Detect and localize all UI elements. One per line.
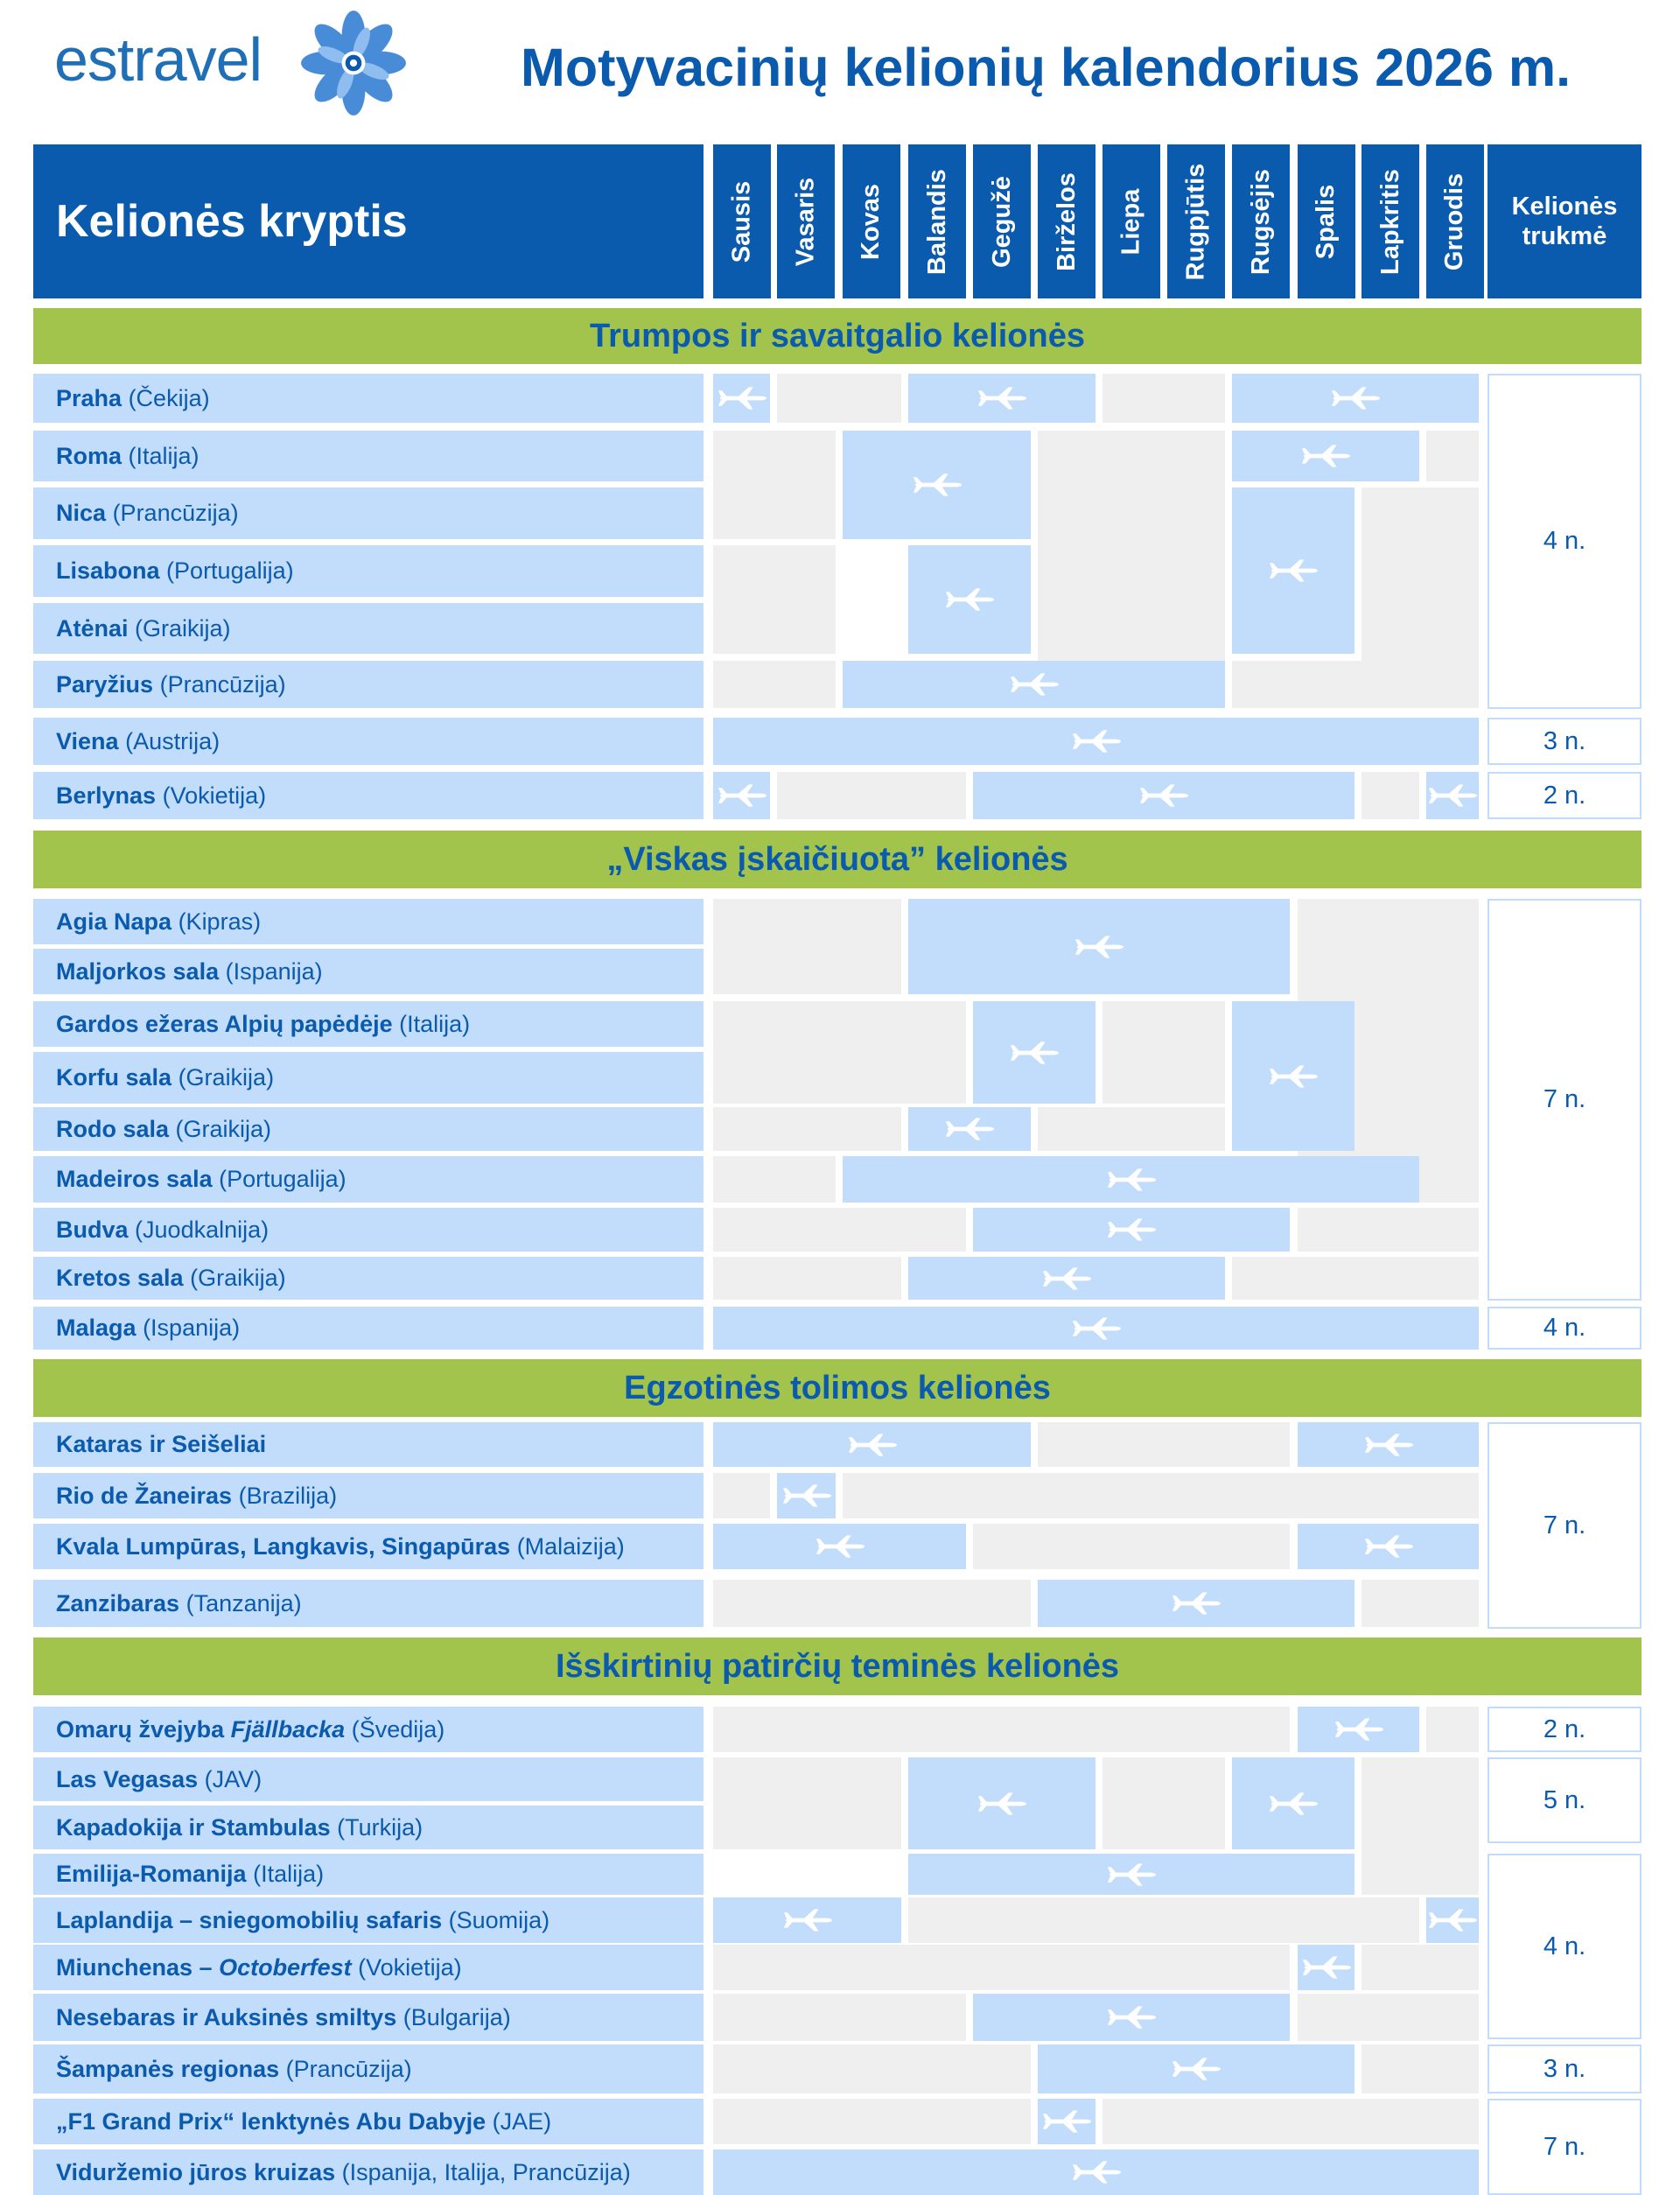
section-exotic: Egzotinės tolimos kelionės (33, 1359, 1642, 1417)
destination-country: (Malaizija) (516, 1532, 625, 1560)
travel-period (973, 1001, 1096, 1104)
destination-name: Budva (56, 1216, 129, 1243)
destination-row (33, 1107, 704, 1151)
empty-period (713, 1757, 901, 1849)
destination-row (33, 1422, 704, 1467)
airplane-icon (1427, 782, 1478, 809)
destination-name-italic: Octoberfest (219, 1953, 352, 1981)
travel-period (713, 374, 770, 423)
empty-period (843, 1473, 1479, 1518)
destination-name: Roma (56, 442, 122, 469)
travel-period (713, 1897, 901, 1943)
section-thematic: Išskirtinių patirčių teminės kelionės (33, 1637, 1642, 1695)
destination-name: Nesebaras ir Auksinės smiltys (56, 2003, 397, 2030)
travel-period (908, 1854, 1354, 1895)
destination-name: Nica (56, 500, 107, 526)
destination-country: (Austrija) (125, 727, 220, 754)
month-header-label: Lapkritis (1376, 168, 1404, 275)
airplane-icon (1041, 1266, 1092, 1292)
airplane-icon (1074, 934, 1124, 960)
empty-period (713, 1156, 836, 1203)
section-short-trips: Trumpos ir savaitgalio kelionės (33, 308, 1642, 364)
destination-row (33, 1897, 704, 1943)
destination-name: Gardos ežeras Alpių papėdėje (56, 1010, 393, 1037)
duration-value: 7 n. (1543, 1511, 1586, 1539)
airplane-icon (1363, 1533, 1414, 1560)
destination-country: (Juodkalnija) (135, 1216, 270, 1243)
destination-row (33, 431, 704, 481)
duration-box (1488, 374, 1642, 709)
empty-period (1102, 2099, 1479, 2144)
destination-row (33, 1580, 704, 1627)
destination-row (33, 487, 704, 539)
month-header (973, 144, 1031, 298)
empty-period (713, 2044, 1031, 2093)
travel-period (713, 2149, 1479, 2195)
travel-period (908, 545, 1031, 654)
travel-period (713, 1422, 1031, 1467)
month-header-label: Gegužė (987, 175, 1016, 268)
page-title: Motyvacinių kelionių kalendorius 2026 m. (521, 38, 1572, 97)
travel-period (908, 1257, 1225, 1300)
month-header-label: Sausis (727, 180, 756, 263)
empty-period (1426, 1156, 1479, 1203)
destination-row (33, 1307, 704, 1350)
travel-period (777, 1473, 836, 1518)
airplane-icon (1041, 2108, 1092, 2135)
destination-name: „F1 Grand Prix“ lenktynės Abu Dabyje (56, 2107, 486, 2135)
travel-period (1232, 374, 1479, 423)
destination-country: (Ispanija) (225, 957, 323, 985)
duration-box (1488, 772, 1642, 819)
empty-period (713, 545, 836, 654)
section-all-inclusive: „Viskas įskaičiuota” kelionės (33, 831, 1642, 888)
travel-period (1298, 1707, 1419, 1752)
month-header (1038, 144, 1096, 298)
destination-country: (Suomija) (448, 1906, 550, 1933)
airplane-icon (1300, 443, 1351, 469)
travel-period (1426, 1897, 1479, 1943)
month-header-label: Rugsėjis (1246, 168, 1275, 275)
destination-row (33, 661, 704, 708)
empty-period (713, 431, 836, 539)
empty-period (1362, 2044, 1479, 2093)
empty-period (1426, 1707, 1479, 1752)
destination-country: (Tanzanija) (186, 1589, 302, 1616)
duration-box (1488, 1757, 1642, 1843)
destination-name: Maljorkos sala (56, 957, 220, 985)
duration-box (1488, 718, 1642, 765)
airplane-icon (1106, 1167, 1157, 1193)
travel-period (713, 718, 1479, 765)
empty-period (777, 374, 901, 423)
month-header (1298, 144, 1355, 298)
destination-country: (Prancūzija) (285, 2055, 412, 2082)
empty-period (713, 661, 836, 708)
destination-row (33, 603, 704, 654)
airplane-icon (1330, 385, 1381, 411)
destination-row (33, 374, 704, 423)
brand-name: estravel (54, 25, 262, 94)
airplane-icon (1106, 1862, 1157, 1888)
airplane-icon (1071, 2159, 1122, 2185)
destination-name: Šampanės regionas (56, 2055, 280, 2082)
airplane-icon (1009, 1040, 1060, 1066)
month-header (713, 144, 771, 298)
destination-country: (Graikija) (178, 1064, 275, 1090)
airplane-icon (976, 385, 1027, 411)
destination-name: Lisabona (56, 558, 160, 584)
destination-row (33, 2099, 704, 2144)
destination-country: (Vokietija) (358, 1953, 462, 1981)
destination-country: (Brazilija) (238, 1482, 338, 1509)
direction-header-label: Kelionės kryptis (56, 196, 408, 247)
travel-period (908, 899, 1290, 994)
airplane-icon (912, 472, 962, 498)
destination-country: (Ispanija) (143, 1315, 241, 1341)
destination-country: (Švedija) (351, 1715, 445, 1743)
destination-row (33, 1945, 704, 1990)
duration-value: 4 n. (1543, 1932, 1586, 1960)
travel-period (908, 374, 1096, 423)
destination-country: (Italija) (399, 1010, 471, 1037)
destination-name: Rodo sala (56, 1115, 170, 1142)
empty-period (1426, 431, 1479, 481)
destination-name: Omarų žvejyba (56, 1715, 225, 1743)
airplane-icon (1071, 1315, 1122, 1342)
destination-country: (Graikija) (175, 1115, 272, 1142)
destination-row (33, 772, 704, 819)
empty-period (973, 1524, 1290, 1569)
month-header (1426, 144, 1484, 298)
destination-country: (JAV) (204, 1765, 262, 1792)
airplane-icon (815, 1533, 865, 1560)
travel-period (1298, 1945, 1354, 1990)
empty-period (713, 1473, 770, 1518)
empty-period (713, 1580, 1031, 1627)
destination-row (33, 1473, 704, 1518)
airplane-icon (1071, 728, 1122, 754)
empty-period (713, 2099, 1031, 2144)
airplane-icon (1171, 1590, 1222, 1616)
destination-row (33, 1052, 704, 1104)
empty-period (1038, 1107, 1225, 1151)
destination-country: (Graikija) (135, 614, 231, 642)
destination-country: (Prancūzija) (112, 500, 239, 526)
destination-row (33, 899, 704, 944)
destination-name: Zanzibaras (56, 1589, 180, 1616)
empty-period (1298, 1208, 1479, 1252)
month-header-label: Rugpjūtis (1181, 163, 1210, 280)
travel-period (908, 1757, 1096, 1849)
destination-name: Laplandija – sniegomobilių safaris (56, 1906, 443, 1933)
duration-header-label: Kelionės trukmė (1511, 193, 1618, 250)
travel-period (1426, 772, 1479, 819)
month-header-label: Liepa (1116, 188, 1145, 255)
travel-period (1038, 2099, 1096, 2144)
destination-name: Atėnai (56, 614, 129, 642)
destination-country: (Portugalija) (219, 1166, 346, 1192)
destination-country: (Kipras) (178, 908, 262, 935)
duration-value: 7 n. (1543, 2132, 1586, 2161)
duration-value: 5 n. (1543, 1785, 1586, 1814)
destination-name: Berlynas (56, 782, 157, 809)
airplane-icon (1363, 1432, 1414, 1458)
destination-country: (Turkija) (337, 1813, 424, 1841)
destination-country: (Vokietija) (162, 782, 267, 809)
destination-country: (Italija) (253, 1861, 325, 1887)
empty-period (713, 1001, 966, 1104)
duration-value: 4 n. (1543, 1314, 1586, 1342)
destination-name: Kretos sala (56, 1265, 184, 1291)
travel-period (713, 1524, 966, 1569)
destination-name: Viduržemio jūros kruizas (56, 2158, 336, 2185)
airplane-icon (1106, 2004, 1157, 2030)
destination-name: Rio de Žaneiras (56, 1482, 233, 1509)
travel-period (908, 1107, 1031, 1151)
travel-period (713, 1307, 1479, 1350)
airplane-icon (782, 1907, 833, 1933)
airplane-icon (976, 1791, 1027, 1817)
month-header (908, 144, 966, 298)
destination-country: (Bulgarija) (402, 2003, 511, 2030)
airplane-icon (1106, 1217, 1157, 1243)
empty-period (1038, 1422, 1290, 1467)
travel-period (1232, 431, 1419, 481)
destination-row (33, 545, 704, 597)
destination-name: Las Vegasas (56, 1765, 199, 1792)
duration-box (1488, 899, 1642, 1301)
destination-name: Praha (56, 384, 122, 411)
destination-country: (Portugalija) (166, 558, 294, 584)
destination-name: Kapadokija ir Stambulas (56, 1813, 331, 1841)
empty-period (713, 899, 901, 994)
empty-period (1362, 772, 1419, 819)
duration-box (1488, 2099, 1642, 2195)
airplane-icon (847, 1432, 898, 1458)
travel-period (843, 431, 1031, 539)
airplane-icon (1427, 1907, 1478, 1933)
duration-value: 3 n. (1543, 2054, 1586, 2083)
destination-name: Miunchenas – (56, 1953, 213, 1981)
destination-name: Emilija-Romanija (56, 1861, 247, 1887)
airplane-icon (717, 385, 767, 411)
travel-period (973, 1994, 1290, 2041)
destination-name-italic: Fjällbacka (230, 1715, 346, 1743)
empty-period (1362, 1757, 1479, 1895)
duration-box (1488, 1854, 1642, 2039)
empty-period (1102, 1001, 1225, 1104)
travel-period (713, 772, 770, 819)
travel-period (843, 661, 1225, 708)
empty-period (908, 1897, 1419, 1943)
duration-box (1488, 1307, 1642, 1350)
destination-row (33, 1707, 704, 1752)
month-header (777, 144, 835, 298)
empty-period (1298, 1994, 1479, 2041)
destination-row (33, 1001, 704, 1047)
destination-row (33, 1854, 704, 1895)
airplane-icon (781, 1483, 832, 1509)
empty-period (713, 1707, 1290, 1752)
travel-period (1232, 487, 1354, 654)
airplane-icon (1334, 1716, 1384, 1743)
duration-box (1488, 2044, 1642, 2093)
travel-period (1298, 1422, 1479, 1467)
month-header (1232, 144, 1290, 298)
destination-row (33, 1806, 704, 1849)
destination-country: (Ispanija, Italija, Prancūzija) (341, 2158, 631, 2185)
destination-row (33, 1524, 704, 1569)
airplane-icon (1009, 671, 1060, 698)
empty-period (713, 1107, 901, 1151)
empty-period (1102, 374, 1225, 423)
destination-country: (Čekija) (128, 384, 210, 411)
travel-period (973, 772, 1354, 819)
destination-name: Kataras ir Seišeliai (56, 1431, 267, 1457)
destination-row (33, 2044, 704, 2093)
empty-period (713, 1208, 966, 1252)
month-header-label: Kovas (857, 183, 886, 260)
airplane-icon (1171, 2056, 1222, 2082)
travel-period (843, 1156, 1419, 1203)
destination-country: (Italija) (128, 442, 200, 469)
destination-row (33, 718, 704, 765)
empty-period (1362, 1580, 1479, 1627)
empty-period (1102, 1757, 1225, 1849)
airplane-icon (1138, 782, 1189, 809)
destination-name: Korfu sala (56, 1064, 172, 1090)
destination-name: Paryžius (56, 670, 154, 698)
flower-logo-icon (299, 9, 408, 117)
duration-value: 3 n. (1543, 726, 1586, 755)
duration-box (1488, 1707, 1642, 1752)
empty-period (713, 1945, 1290, 1990)
destination-name: Viena (56, 727, 119, 754)
month-header-label: Spalis (1312, 184, 1340, 259)
destination-name: Kvala Lumpūras, Langkavis, Singapūras (56, 1532, 511, 1560)
travel-period (1232, 1757, 1354, 1849)
month-header-label: Gruodis (1440, 172, 1469, 270)
travel-period (973, 1208, 1290, 1252)
empty-period (777, 772, 966, 819)
destination-name: Agia Napa (56, 908, 172, 935)
destination-row (33, 1994, 704, 2041)
travel-period (1232, 1001, 1354, 1151)
direction-header (33, 144, 704, 298)
destination-row (33, 2149, 704, 2195)
duration-value: 7 n. (1543, 1085, 1586, 1113)
destination-name: Madeiros sala (56, 1166, 213, 1192)
destination-row (33, 1156, 704, 1203)
travel-period (1298, 1524, 1479, 1569)
airplane-icon (1268, 1791, 1319, 1817)
destination-country: (JAE) (492, 2107, 552, 2135)
duration-box (1488, 1422, 1642, 1629)
airplane-icon (1301, 1954, 1352, 1981)
destination-row (33, 949, 704, 994)
empty-period (713, 1994, 966, 2041)
empty-period (713, 1257, 901, 1300)
empty-period (1362, 1945, 1479, 1990)
empty-period (1232, 661, 1479, 708)
airplane-icon (1268, 558, 1319, 584)
airplane-icon (1268, 1063, 1319, 1090)
airplane-icon (944, 1116, 995, 1142)
destination-row (33, 1257, 704, 1300)
travel-period (1038, 2044, 1354, 2093)
empty-period (1232, 1257, 1479, 1300)
destination-row (33, 1757, 704, 1801)
airplane-icon (717, 782, 767, 809)
travel-period (1038, 1580, 1354, 1627)
destination-country: (Prancūzija) (159, 670, 286, 698)
month-header (843, 144, 900, 298)
destination-name: Malaga (56, 1315, 136, 1341)
month-header-label: Birželos (1052, 172, 1081, 271)
month-header (1362, 144, 1419, 298)
airplane-icon (944, 586, 995, 613)
duration-value: 2 n. (1543, 1715, 1586, 1743)
destination-row (33, 1208, 704, 1252)
month-header (1102, 144, 1160, 298)
duration-value: 4 n. (1543, 527, 1586, 555)
duration-header (1488, 144, 1642, 298)
month-header-label: Vasaris (791, 177, 820, 266)
month-header-label: Balandis (922, 168, 951, 275)
duration-value: 2 n. (1543, 781, 1586, 810)
month-header (1167, 144, 1225, 298)
destination-country: (Graikija) (190, 1265, 286, 1291)
